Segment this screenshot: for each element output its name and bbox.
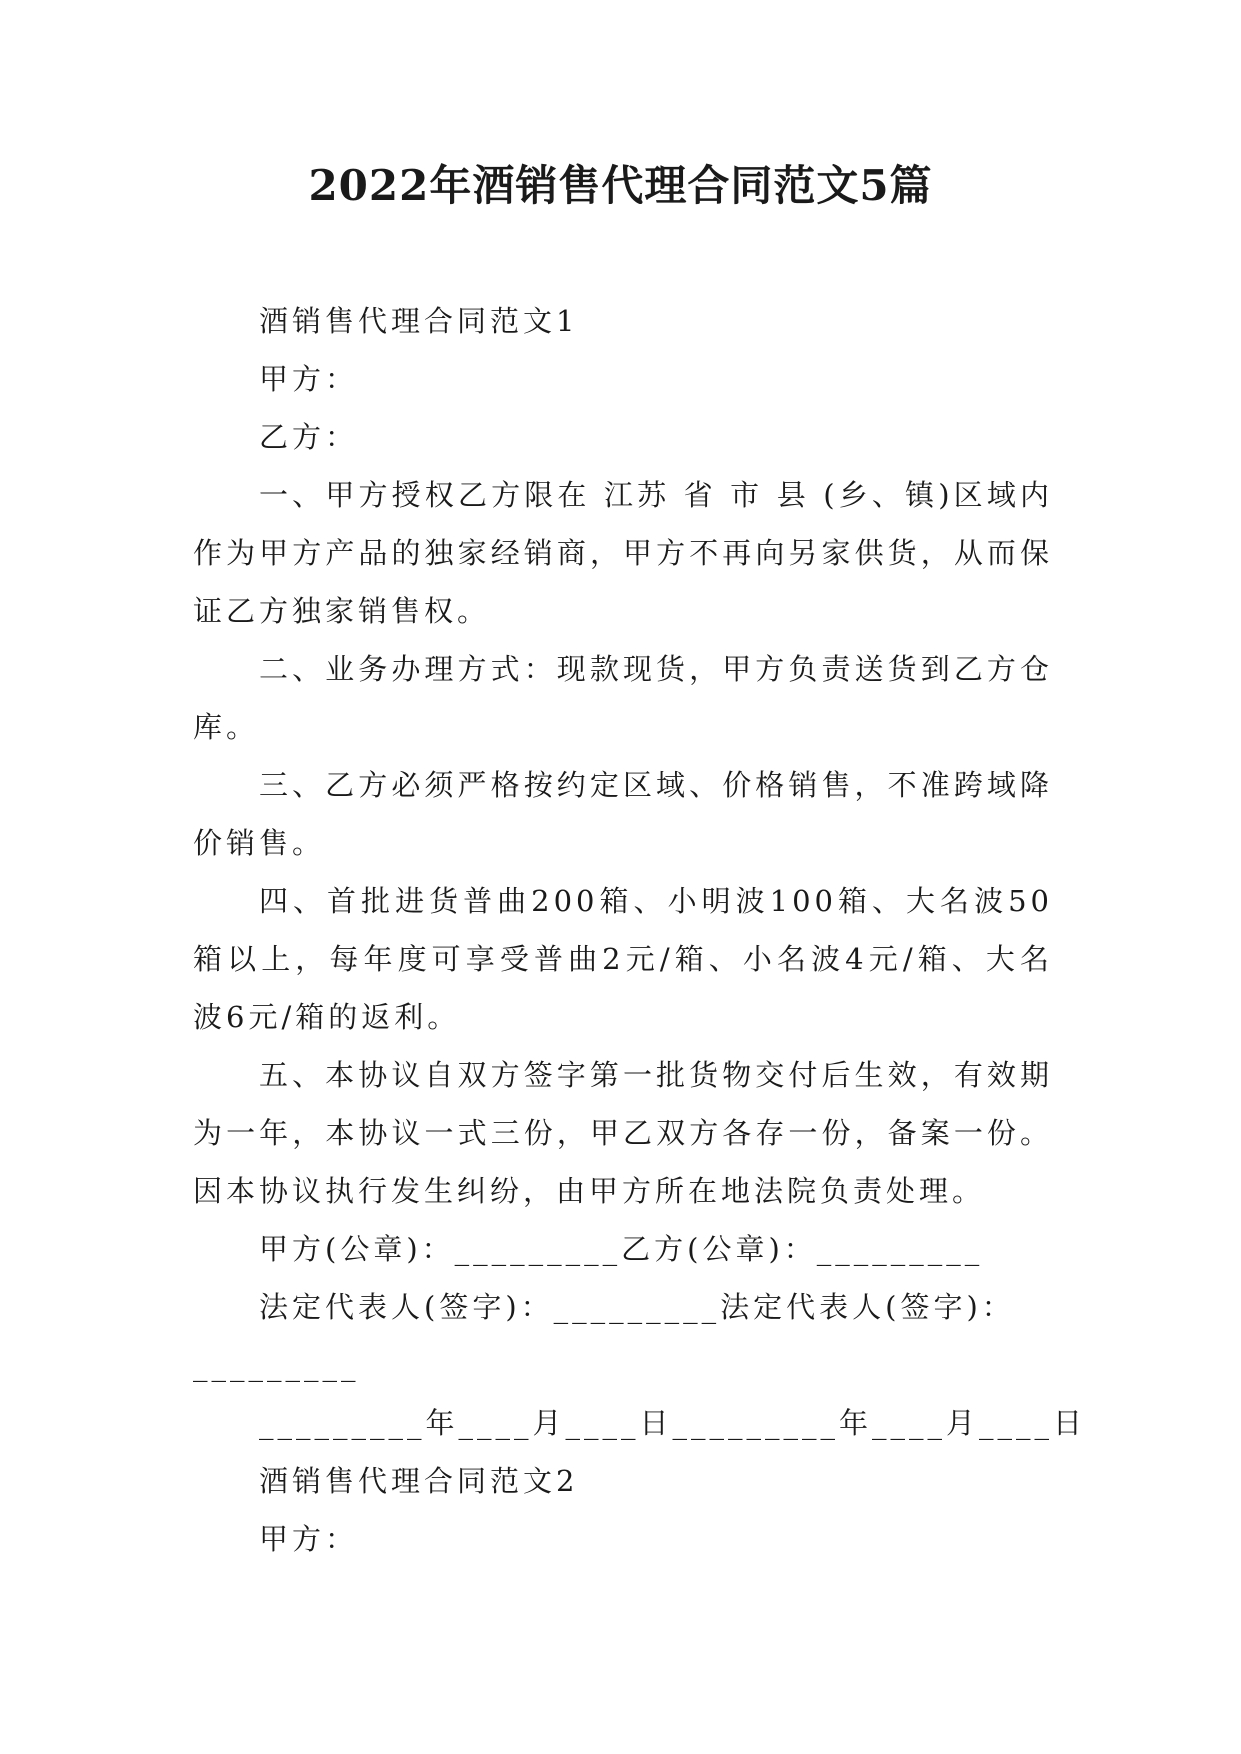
clause-1: 一、甲方授权乙方限在 江苏 省 市 县 (乡、镇)区域内作为甲方产品的独家经销商，甲方不再向另家供货，从而保证乙方独家销售权。 <box>193 478 1053 628</box>
clause-3: 三、乙方必须严格按约定区域、价格销售，不准跨域降价销售。 <box>193 768 1053 860</box>
party-a-label: 甲方： <box>259 362 359 396</box>
party-a-label-2: 甲方： <box>259 1522 359 1556</box>
clause-4: 四、首批进货普曲200箱、小明波100箱、大名波50箱以上，每年度可享受普曲2元/箱、小名波4元/箱、大名波6元/箱的返利。 <box>193 884 1053 1034</box>
clause-5: 五、本协议自双方签字第一批货物交付后生效，有效期为一年，本协议一式三份，甲乙双方各存一份，备案一份。因本协议执行发生纠纷，由甲方所在地法院负责处理。 <box>193 1058 1053 1208</box>
party-b-label: 乙方： <box>259 420 359 454</box>
document-body <box>193 292 1087 1568</box>
section-heading-2: 酒销售代理合同范文2 <box>259 1464 579 1498</box>
section-heading-1: 酒销售代理合同范文1 <box>259 304 579 338</box>
document-title: 2022年酒销售代理合同范文5篇 <box>308 161 933 210</box>
date-line: _________年____月____日_________年____月____日 <box>259 1406 1087 1440</box>
clause-2: 二、业务办理方式：现款现货，甲方负责送货到乙方仓库。 <box>193 652 1053 744</box>
seal-signature-line: 甲方(公章)：_________乙方(公章)：_________ <box>259 1232 984 1266</box>
representative-blank: _________ <box>193 1348 360 1382</box>
representative-signature-line: 法定代表人(签字)：_________法定代表人(签字)： <box>259 1290 1015 1324</box>
